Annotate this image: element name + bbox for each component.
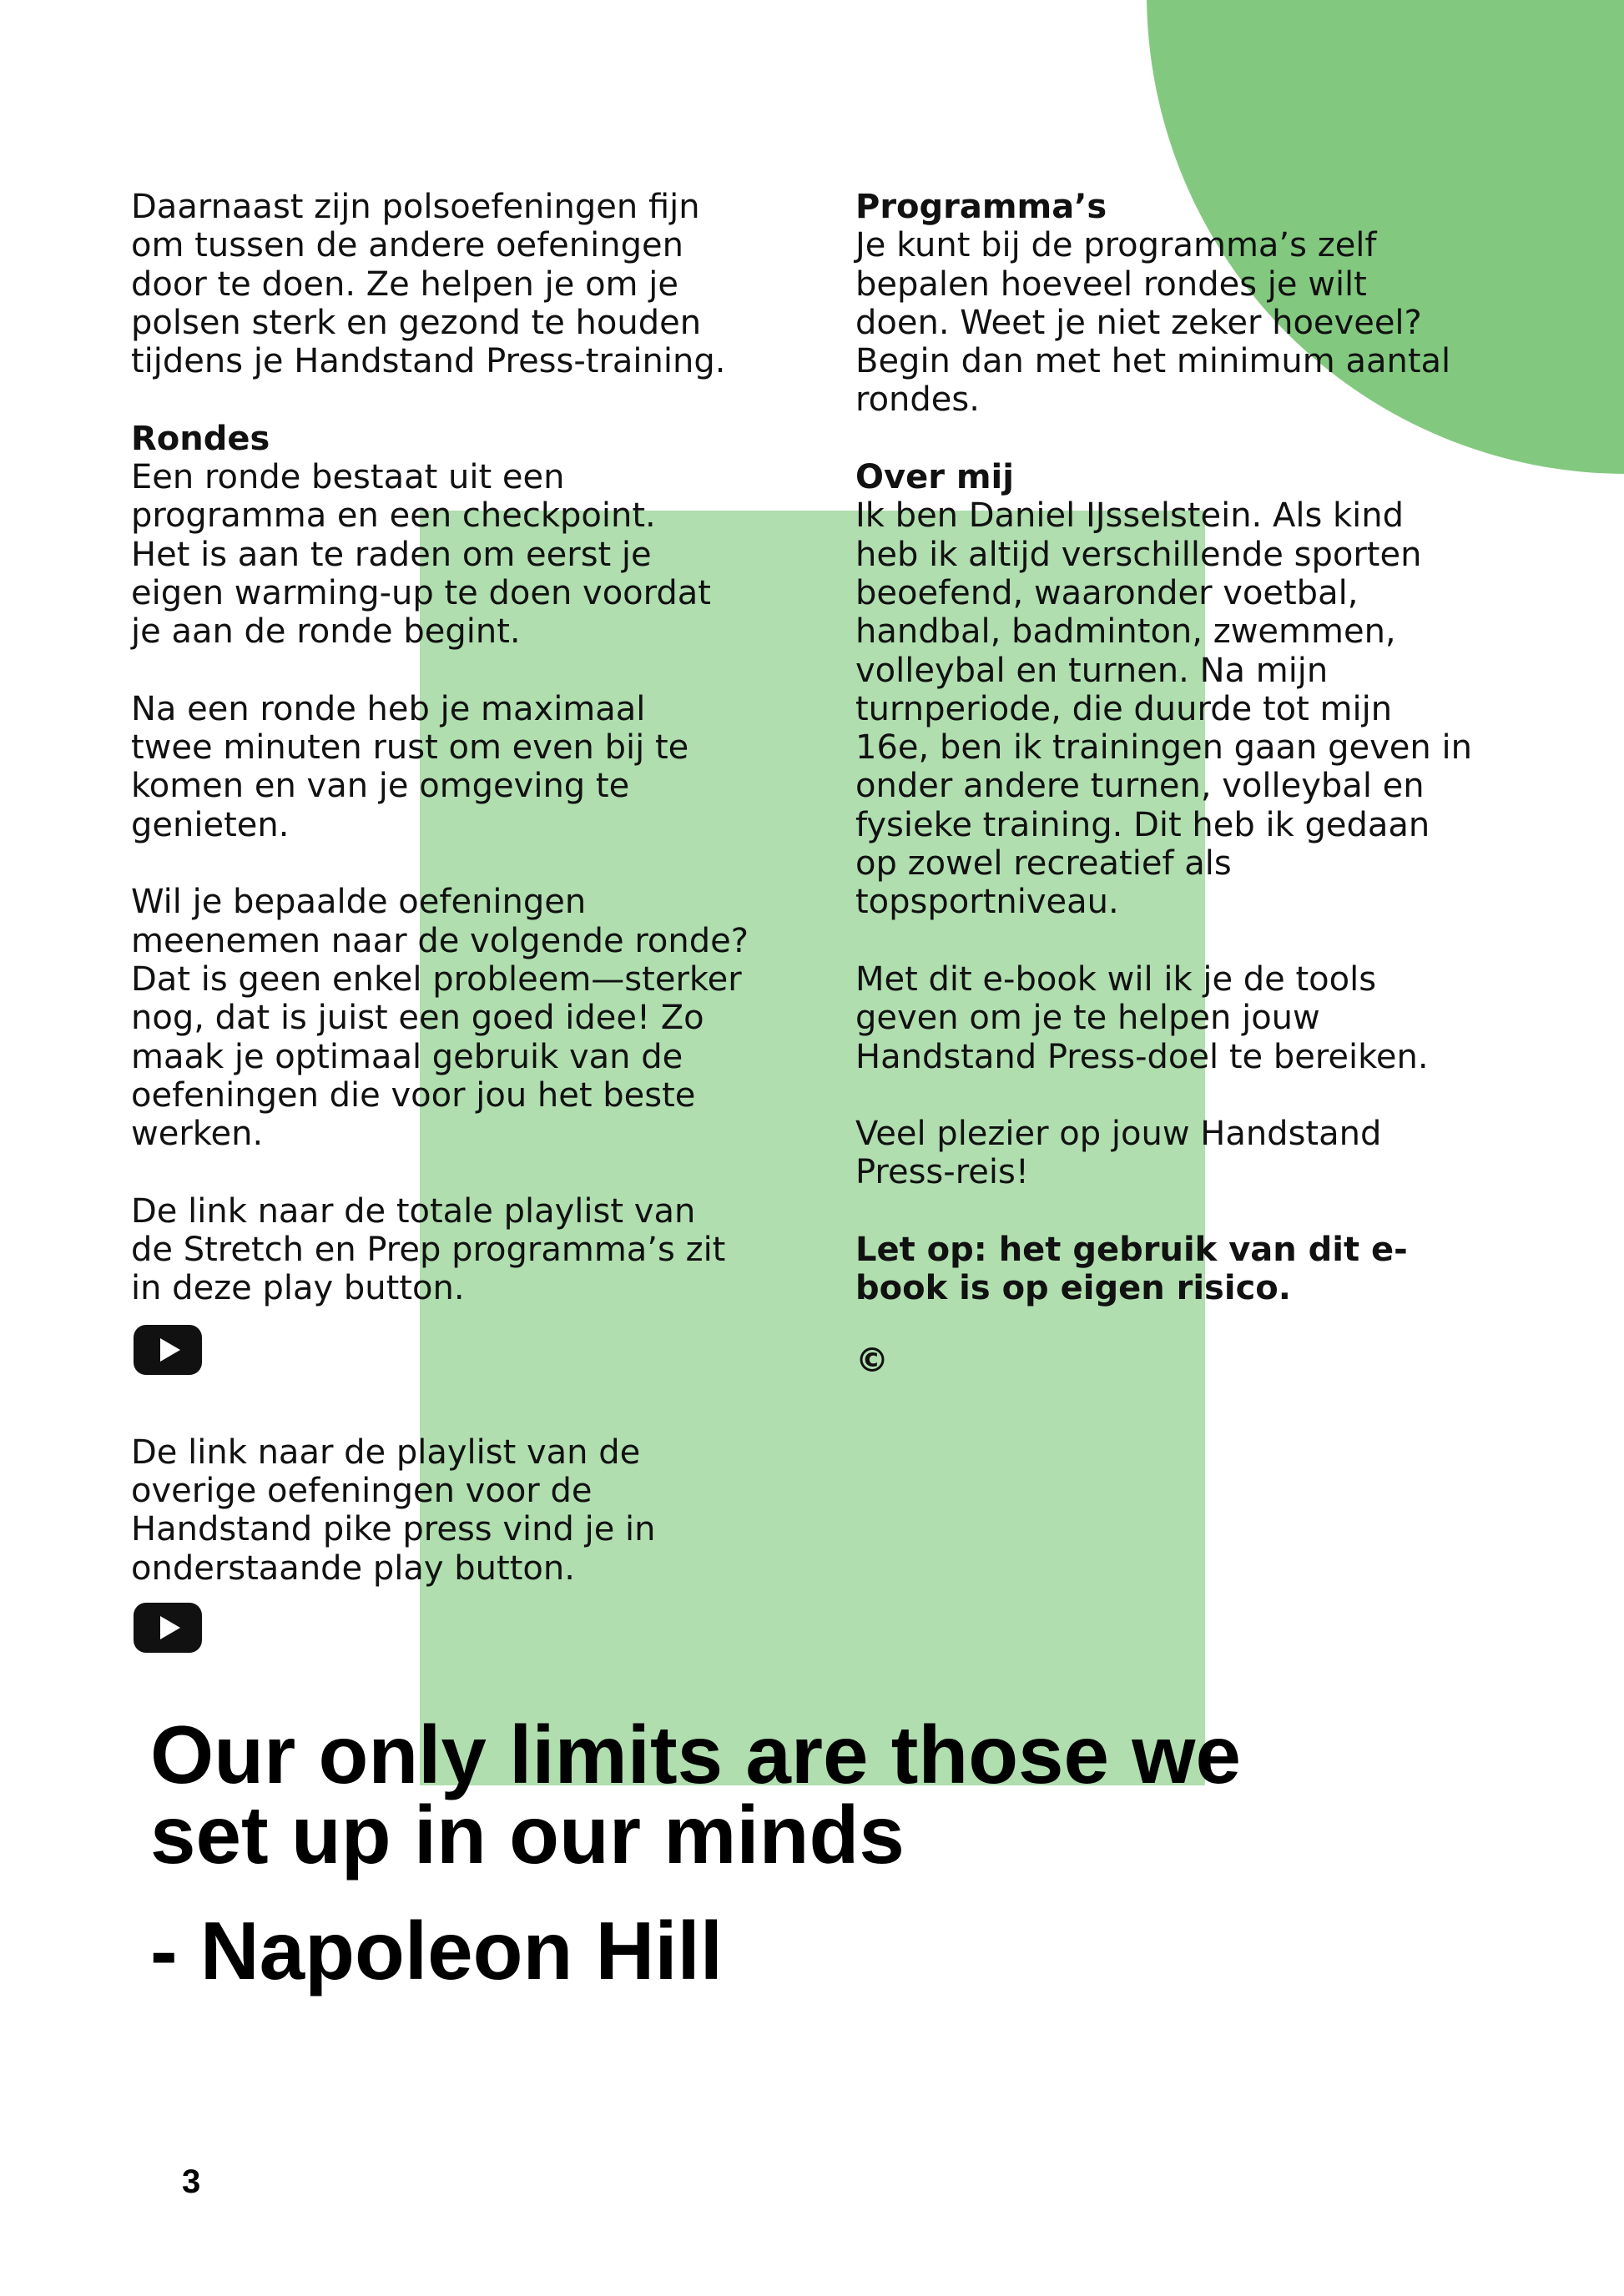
programmas-heading: Programma’s	[855, 188, 1107, 226]
copyright-symbol: ©	[855, 1341, 889, 1380]
playlist-paragraph-1: De link naar de totale playlist van de Stretch en Prep programma’s zit in deze play button.	[131, 1191, 726, 1308]
over-mij-paragraph-3: Veel plezier op jouw Handstand Press-reis!	[855, 1115, 1382, 1192]
intro-paragraph: Daarnaast zijn polsoefeningen fijn om tussen de andere oefeningen door te doen. Ze helpen je om je polsen sterk en gezond te houden tijdens je Handstand Press-training.	[131, 188, 726, 381]
youtube-play-icon[interactable]	[134, 1325, 202, 1375]
youtube-play-icon[interactable]	[134, 1603, 202, 1653]
left-column	[131, 188, 815, 1653]
over-mij-paragraph-2: Met dit e-book wil ik je de tools geven om je te helpen jouw Handstand Press-doel te bereiken.	[855, 959, 1429, 1076]
rondes-paragraph-3: Wil je bepaalde oefeningen meenemen naar de volgende ronde? Dat is geen enkel probleem—sterker nog, dat is juist een goed idee! Zo maak je optimaal gebruik van de oefeningen die voor jou het beste werken.	[131, 883, 749, 1154]
quote-text: Our only limits are those we set up in our minds	[150, 1709, 1242, 1881]
right-column	[855, 188, 1598, 1380]
playlist-paragraph-2: De link naar de playlist van de overige oefeningen voor de Handstand pike press vind je in onderstaande play button.	[131, 1432, 656, 1588]
programmas-paragraph: Je kunt bij de programma’s zelf bepalen hoeveel rondes je wilt doen. Weet je niet zeker hoeveel? Begin dan met het minimum aantal rondes.	[855, 226, 1451, 420]
risk-warning: Let op: het gebruik van dit e- book is op eigen risico.	[855, 1231, 1408, 1308]
rondes-paragraph-1: Een ronde bestaat uit een programma en een checkpoint. Het is aan te raden om eerst je eigen warming-up te doen voordat je aan de ronde begint.	[131, 458, 711, 652]
page-number: 3	[182, 2163, 201, 2200]
quote-author: - Napoleon Hill	[150, 1905, 723, 1996]
rondes-paragraph-2: Na een ronde heb je maximaal twee minuten rust om even bij te komen en van je omgeving te genieten.	[131, 689, 689, 844]
over-mij-paragraph-1: Ik ben Daniel IJsselstein. Als kind heb ik altijd verschillende sporten beoefend, waaronder voetbal, handbal, badminton, zwemmen, volleybal en turnen. Na mijn turnperiode, die duurde tot mijn 16e, ben ik trainingen gaan geven in onder andere turnen, volleybal en fysieke training. Dit heb ik gedaan op zowel recreatief als topsportniveau.	[855, 496, 1472, 922]
rondes-heading: Rondes	[131, 419, 270, 458]
over-mij-heading: Over mij	[855, 458, 1014, 497]
